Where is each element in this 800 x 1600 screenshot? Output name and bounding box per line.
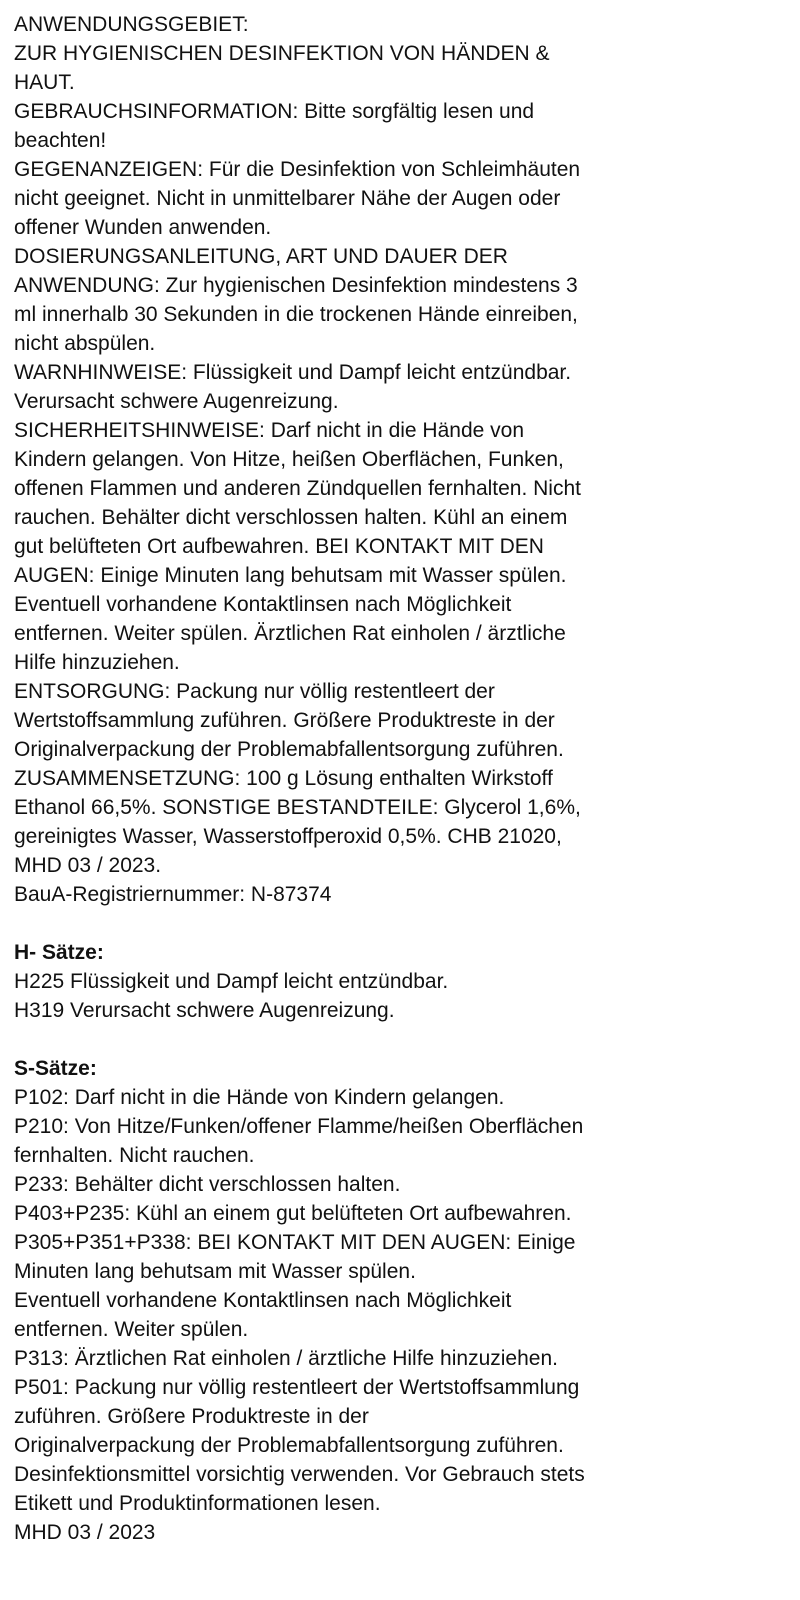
- p-statement-line: P305+P351+P338: BEI KONTAKT MIT DEN AUGEN: Einige: [14, 1231, 576, 1254]
- text-line: Originalverpackung der Problemabfallentsorgung zuführen.: [14, 738, 564, 761]
- p-statement-line: P313: Ärztlichen Rat einholen / ärztliche Hilfe hinzuziehen.: [14, 1347, 558, 1370]
- text-line: BauA-Registriernummer: N-87374: [14, 883, 332, 906]
- p-statement-line: P501: Packung nur völlig restentleert der Wertstoffsammlung: [14, 1376, 580, 1399]
- text-line: gereinigtes Wasser, Wasserstoffperoxid 0,5%. CHB 21020,: [14, 825, 562, 848]
- document-body: [14, 10, 786, 1547]
- text-line: nicht geeignet. Nicht in unmittelbarer Nähe der Augen oder: [14, 187, 561, 210]
- text-line: GEGENANZEIGEN: Für die Desinfektion von Schleimhäuten: [14, 158, 581, 181]
- text-line: beachten!: [14, 129, 107, 152]
- p-statement-line: Desinfektionsmittel vorsichtig verwenden. Vor Gebrauch stets: [14, 1463, 585, 1486]
- main-section: [14, 10, 786, 909]
- text-line: Ethanol 66,5%. SONSTIGE BESTANDTEILE: Glycerol 1,6%,: [14, 796, 581, 819]
- s-saetze-section: [14, 1083, 786, 1547]
- text-line: offener Wunden anwenden.: [14, 216, 272, 239]
- spacer: [14, 909, 786, 938]
- p-statement-line: fernhalten. Nicht rauchen.: [14, 1144, 255, 1167]
- p-statement-line: P210: Von Hitze/Funken/offener Flamme/heißen Oberflächen: [14, 1115, 584, 1138]
- text-line: SICHERHEITSHINWEISE: Darf nicht in die Hände von: [14, 419, 525, 442]
- p-statement-line: Etikett und Produktinformationen lesen.: [14, 1492, 381, 1515]
- text-line: entfernen. Weiter spülen. Ärztlichen Rat einholen / ärztliche: [14, 622, 566, 645]
- text-line: DOSIERUNGSANLEITUNG, ART UND DAUER DER: [14, 245, 508, 268]
- text-line: gut belüfteten Ort aufbewahren. BEI KONTAKT MIT DEN: [14, 535, 544, 558]
- text-line: HAUT.: [14, 71, 75, 94]
- text-line: Kindern gelangen. Von Hitze, heißen Oberflächen, Funken,: [14, 448, 564, 471]
- h-saetze-section: [14, 967, 786, 1025]
- p-statement-line: MHD 03 / 2023: [14, 1521, 156, 1544]
- p-statement-line: P233: Behälter dicht verschlossen halten.: [14, 1173, 401, 1196]
- s-saetze-heading: S-Sätze:: [14, 1057, 97, 1080]
- p-statement-line: entfernen. Weiter spülen.: [14, 1318, 249, 1341]
- text-line: WARNHINWEISE: Flüssigkeit und Dampf leicht entzündbar.: [14, 361, 572, 384]
- text-line: Wertstoffsammlung zuführen. Größere Produktreste in der: [14, 709, 555, 732]
- h-statement-line: H225 Flüssigkeit und Dampf leicht entzündbar.: [14, 970, 449, 993]
- p-statement-line: Minuten lang behutsam mit Wasser spülen.: [14, 1260, 416, 1283]
- text-line: offenen Flammen und anderen Zündquellen fernhalten. Nicht: [14, 477, 581, 500]
- text-line: MHD 03 / 2023.: [14, 854, 162, 877]
- text-line: rauchen. Behälter dicht verschlossen halten. Kühl an einem: [14, 506, 568, 529]
- text-line: nicht abspülen.: [14, 332, 156, 355]
- p-statement-line: Eventuell vorhandene Kontaktlinsen nach Möglichkeit: [14, 1289, 512, 1312]
- text-line: ANWENDUNG: Zur hygienischen Desinfektion mindestens 3: [14, 274, 578, 297]
- text-line: ANWENDUNGSGEBIET:: [14, 13, 249, 36]
- p-statement-line: Originalverpackung der Problemabfallentsorgung zuführen.: [14, 1434, 564, 1457]
- text-line: Eventuell vorhandene Kontaktlinsen nach Möglichkeit: [14, 593, 512, 616]
- text-line: ml innerhalb 30 Sekunden in die trockenen Hände einreiben,: [14, 303, 578, 326]
- p-statement-line: P102: Darf nicht in die Hände von Kindern gelangen.: [14, 1086, 505, 1109]
- text-line: GEBRAUCHSINFORMATION: Bitte sorgfältig lesen und: [14, 100, 535, 123]
- text-line: ZUSAMMENSETZUNG: 100 g Lösung enthalten Wirkstoff: [14, 767, 553, 790]
- p-statement-line: zuführen. Größere Produktreste in der: [14, 1405, 369, 1428]
- text-line: AUGEN: Einige Minuten lang behutsam mit Wasser spülen.: [14, 564, 567, 587]
- spacer: [14, 1025, 786, 1054]
- text-line: Verursacht schwere Augenreizung.: [14, 390, 339, 413]
- h-statement-line: H319 Verursacht schwere Augenreizung.: [14, 999, 395, 1022]
- text-line: ENTSORGUNG: Packung nur völlig restentleert der: [14, 680, 495, 703]
- p-statement-line: P403+P235: Kühl an einem gut belüfteten Ort aufbewahren.: [14, 1202, 572, 1225]
- h-saetze-heading: H- Sätze:: [14, 941, 104, 964]
- text-line: ZUR HYGIENISCHEN DESINFEKTION VON HÄNDEN &: [14, 42, 550, 65]
- text-line: Hilfe hinzuziehen.: [14, 651, 180, 674]
